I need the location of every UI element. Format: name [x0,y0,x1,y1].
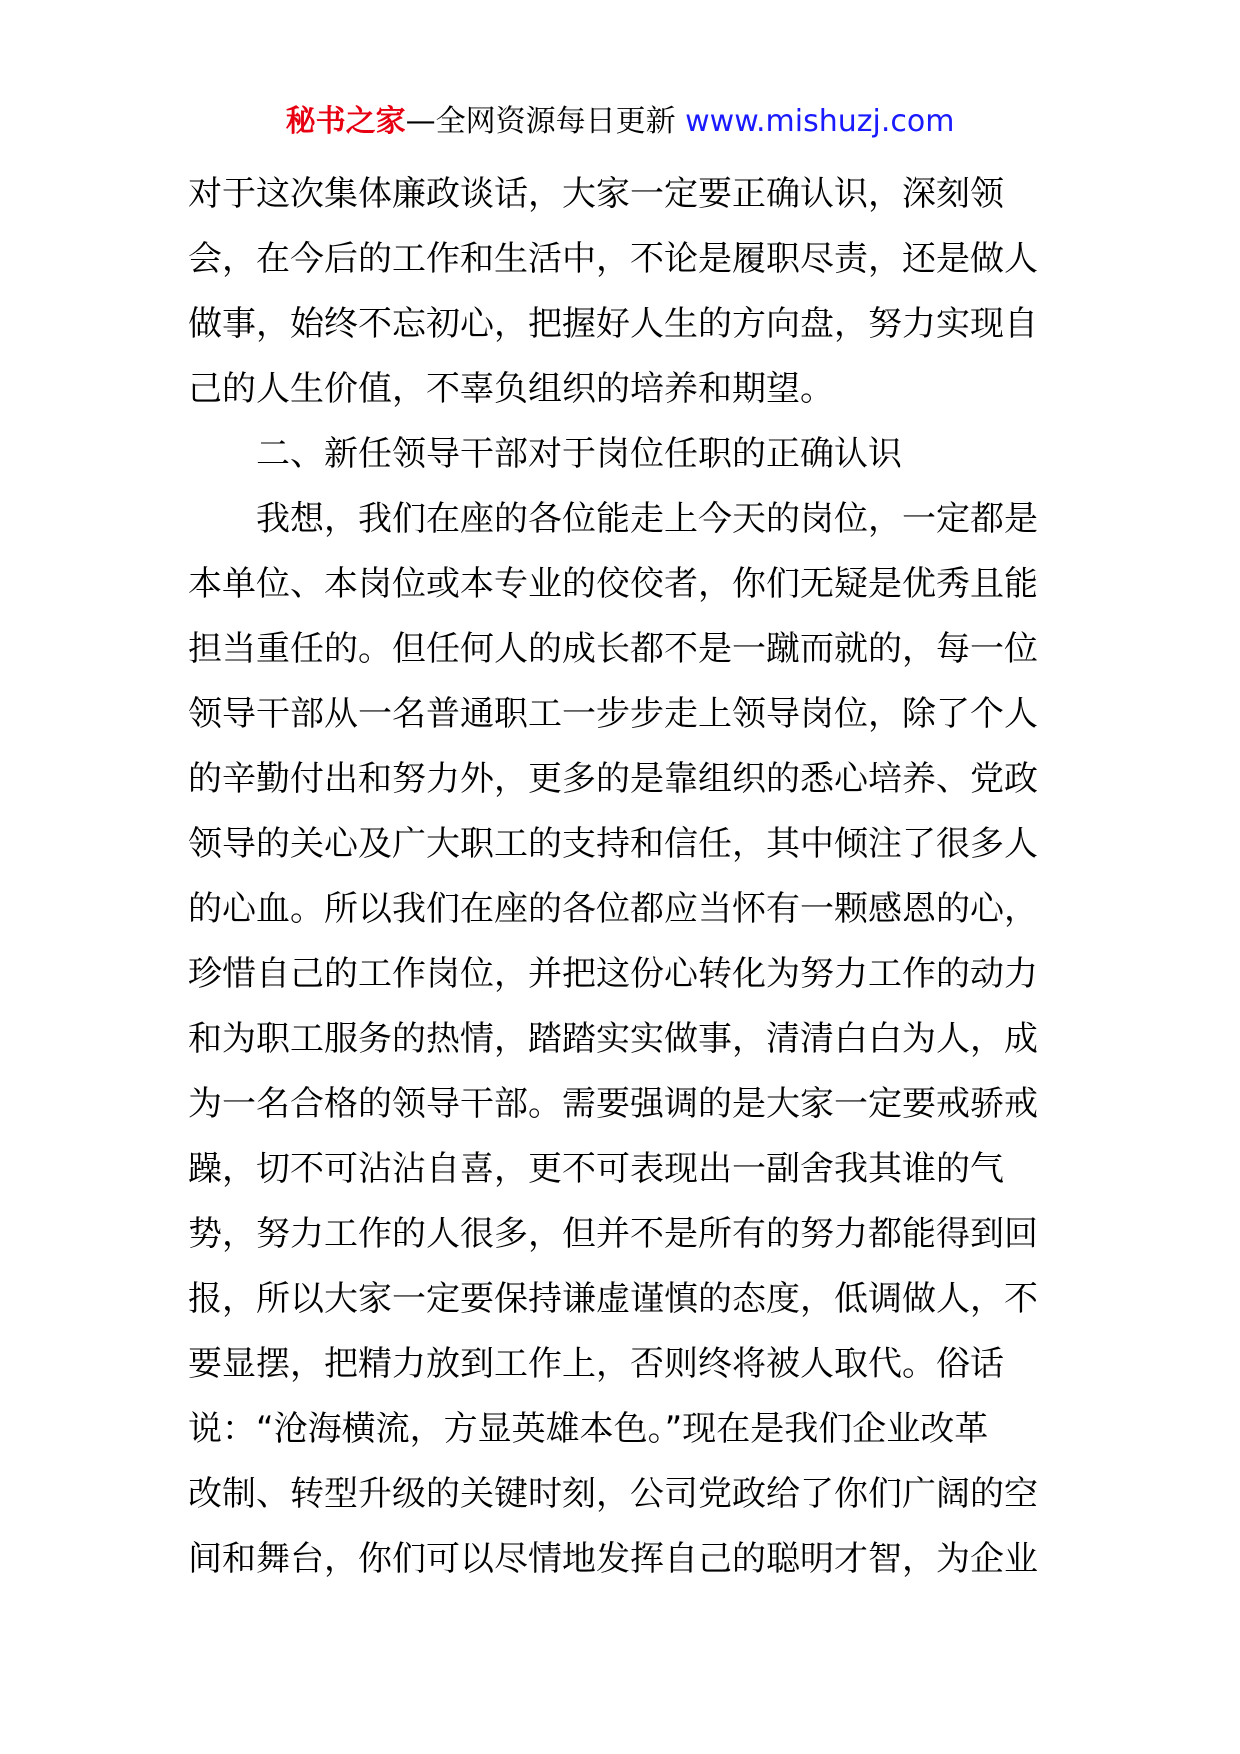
text-line: 的辛勤付出和努力外，更多的是靠组织的悉心培养、党政 [188,759,1038,799]
text-line: 改制、转型升级的关键时刻，公司党政给了你们广阔的空 [188,1474,1038,1514]
text-line: 做事，始终不忘初心，把握好人生的方向盘，努力实现自 [188,304,1038,344]
text-line: 间和舞台，你们可以尽情地发挥自己的聪明才智，为企业 [188,1539,1038,1579]
page-header [0,102,1240,142]
text-line: 为一名合格的领导干部。需要强调的是大家一定要戒骄戒 [188,1084,1038,1124]
text-line: 要显摆，把精力放到工作上，否则终将被人取代。俗话 [188,1344,1004,1384]
text-line: 本单位、本岗位或本专业的佼佼者，你们无疑是优秀且能 [188,564,1038,604]
text-line: 领导的关心及广大职工的支持和信任，其中倾注了很多人 [188,824,1038,864]
text-line: 珍惜自己的工作岗位，并把这份心转化为努力工作的动力 [188,954,1038,994]
document-body [188,162,1058,1592]
text-line: 会，在今后的工作和生活中，不论是履职尽责，还是做人 [188,239,1038,279]
text-line: 和为职工服务的热情，踏踏实实做事，清清白白为人，成 [188,1019,1038,1059]
section-heading: 二、新任领导干部对于岗位任职的正确认识 [256,434,902,474]
text-line: 的心血。所以我们在座的各位都应当怀有一颗感恩的心， [188,889,1038,929]
site-url-link[interactable]: www.mishuzj.com [685,104,955,139]
text-line: 我想，我们在座的各位能走上今天的岗位，一定都是 [256,499,1038,539]
header-tagline: —全网资源每日更新 [405,104,686,139]
text-line: 己的人生价值，不辜负组织的培养和期望。 [188,369,834,409]
brand-name: 秘书之家 [285,104,406,139]
text-line: 报，所以大家一定要保持谦虚谨慎的态度，低调做人，不 [188,1279,1038,1319]
text-line: 说：“沧海横流，方显英雄本色。”现在是我们企业改革 [188,1409,989,1449]
text-line: 担当重任的。但任何人的成长都不是一蹴而就的，每一位 [188,629,1038,669]
text-line: 势，努力工作的人很多，但并不是所有的努力都能得到回 [188,1214,1038,1254]
text-line: 领导干部从一名普通职工一步步走上领导岗位，除了个人 [188,694,1038,734]
text-line: 躁，切不可沾沾自喜，更不可表现出一副舍我其谁的气 [188,1149,1004,1189]
text-line: 对于这次集体廉政谈话，大家一定要正确认识，深刻领 [188,174,1004,214]
